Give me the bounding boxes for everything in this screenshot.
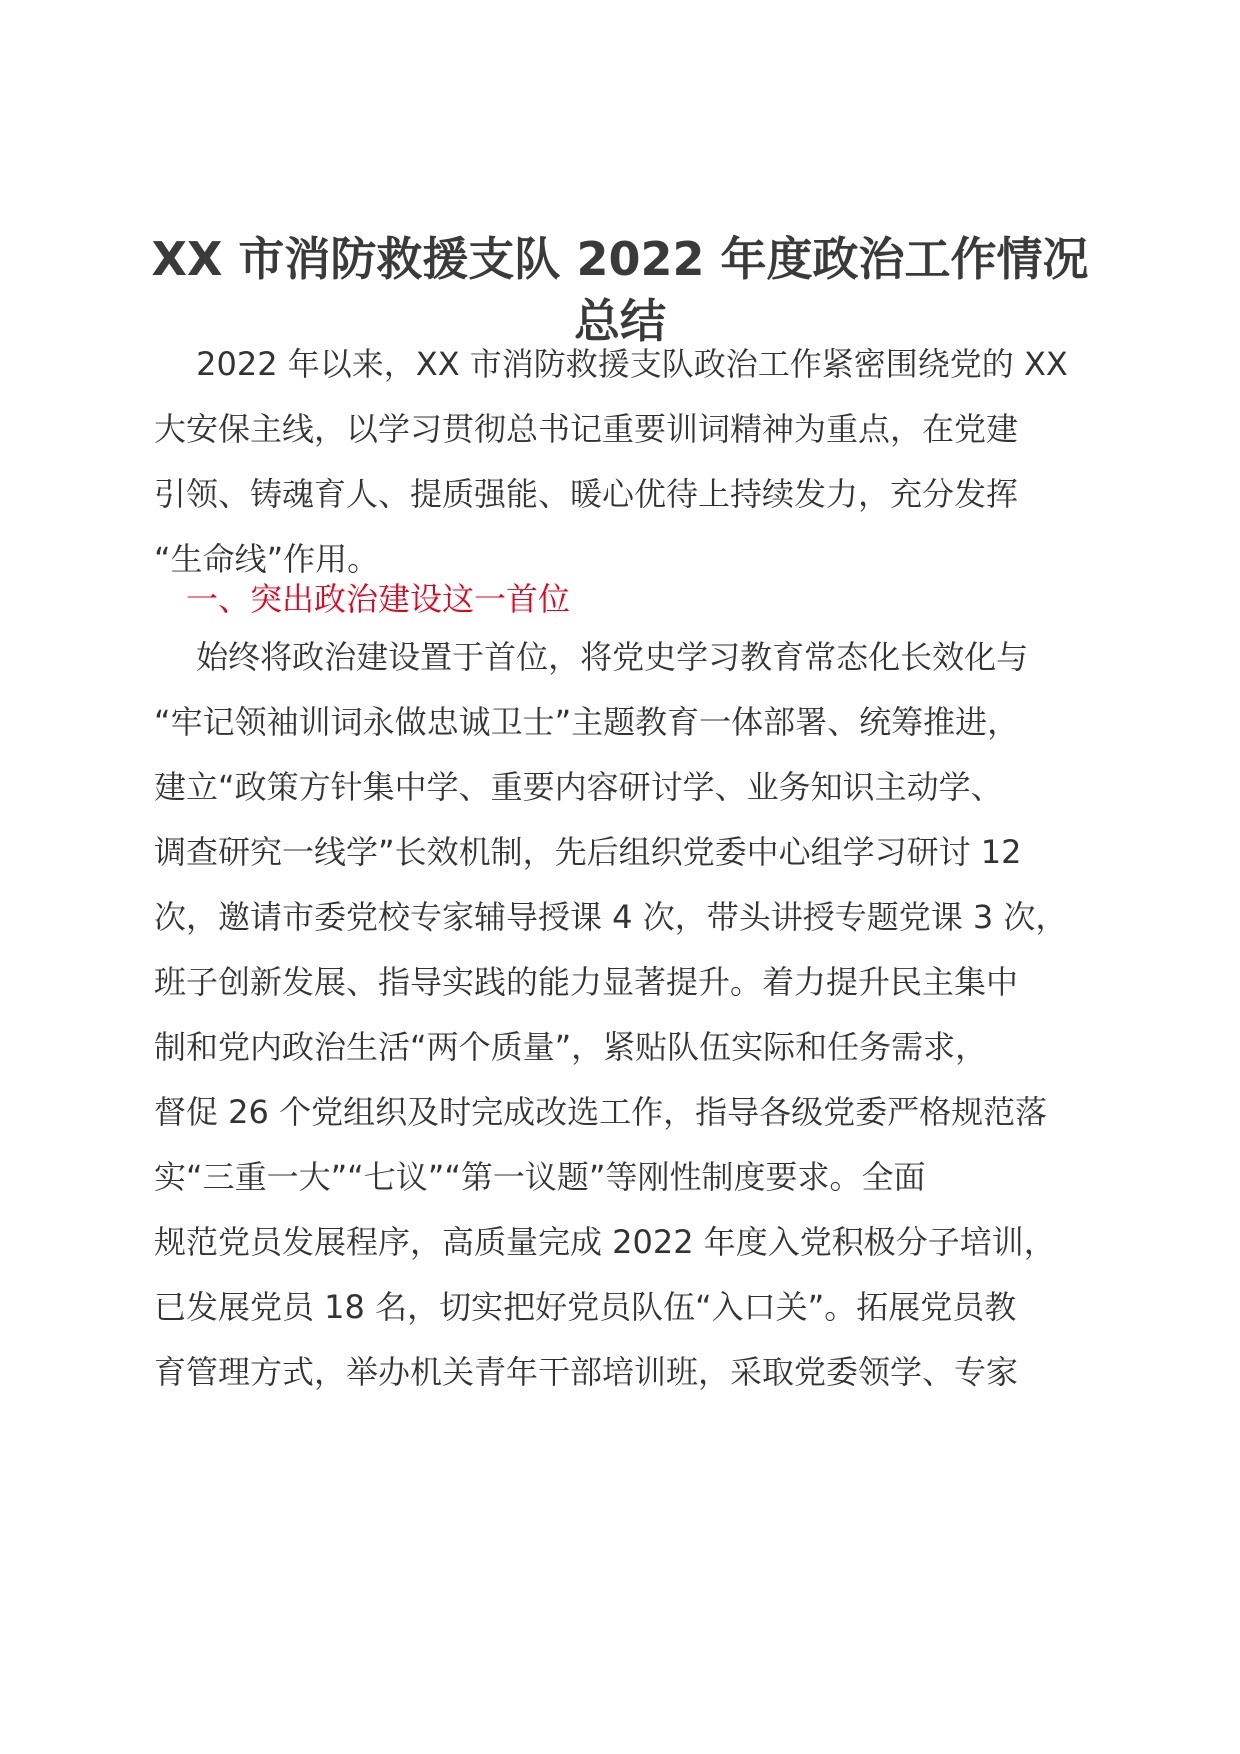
section-1-line: 规范党员发展程序，高质量完成 2022 年度入党积极分子培训， [154,1223,1056,1261]
section-1-line: 调查研究一线学”长效机制，先后组织党委中心组学习研讨 12 [154,833,1022,871]
intro-line: 引领、铸魂育人、提质强能、暖心优待上持续发力，充分发挥 [154,475,1019,513]
title-line-1: XX 市消防救援支队 2022 年度政治工作情况 [151,232,1089,286]
section-1-heading-text: 一、突出政治建设这一首位 [154,580,571,618]
intro-paragraph [154,332,1088,592]
section-1-line: 班子创新发展、指导实践的能力显著提升。着力提升民主集中 [154,963,1019,1001]
section-1-line: 育管理方式，举办机关青年干部培训班，采取党委领学、专家 [154,1353,1019,1391]
section-1-line: 始终将政治建设置于首位，将党史学习教育常态化长效化与 [154,638,1029,676]
section-1-line: 次，邀请市委党校专家辅导授课 4 次，带头讲授专题党课 3 次， [154,898,1068,936]
section-1-line: 已发展党员 18 名，切实把好党员队伍“入口关”。拓展党员教 [154,1288,1017,1326]
section-1-line: 制和党内政治生活“两个质量”，紧贴队伍实际和任务需求， [154,1028,988,1066]
section-1-line: 督促 26 个党组织及时完成改选工作，指导各级党委严格规范落 [154,1093,1048,1131]
section-1-paragraph [154,625,1088,1405]
intro-line: 2022 年以来，XX 市消防救援支队政治工作紧密围绕党的 XX [154,345,1068,383]
section-1-line: 实“三重一大”“七议”“第一议题”等刚性制度要求。全面 [154,1158,926,1196]
section-1-line: 建立“政策方针集中学、重要内容研讨学、业务知识主动学、 [154,768,1003,806]
section-1-heading [154,567,1088,632]
intro-line: 大安保主线，以学习贯彻总书记重要训词精神为重点，在党建 [154,410,1019,448]
title-line-2: 总结 [574,294,666,348]
section-1-line: “牢记领袖训词永做忠诚卫士”主题教育一体部署、统筹推进， [154,703,1020,741]
intro-line: “生命线”作用。 [154,540,380,578]
